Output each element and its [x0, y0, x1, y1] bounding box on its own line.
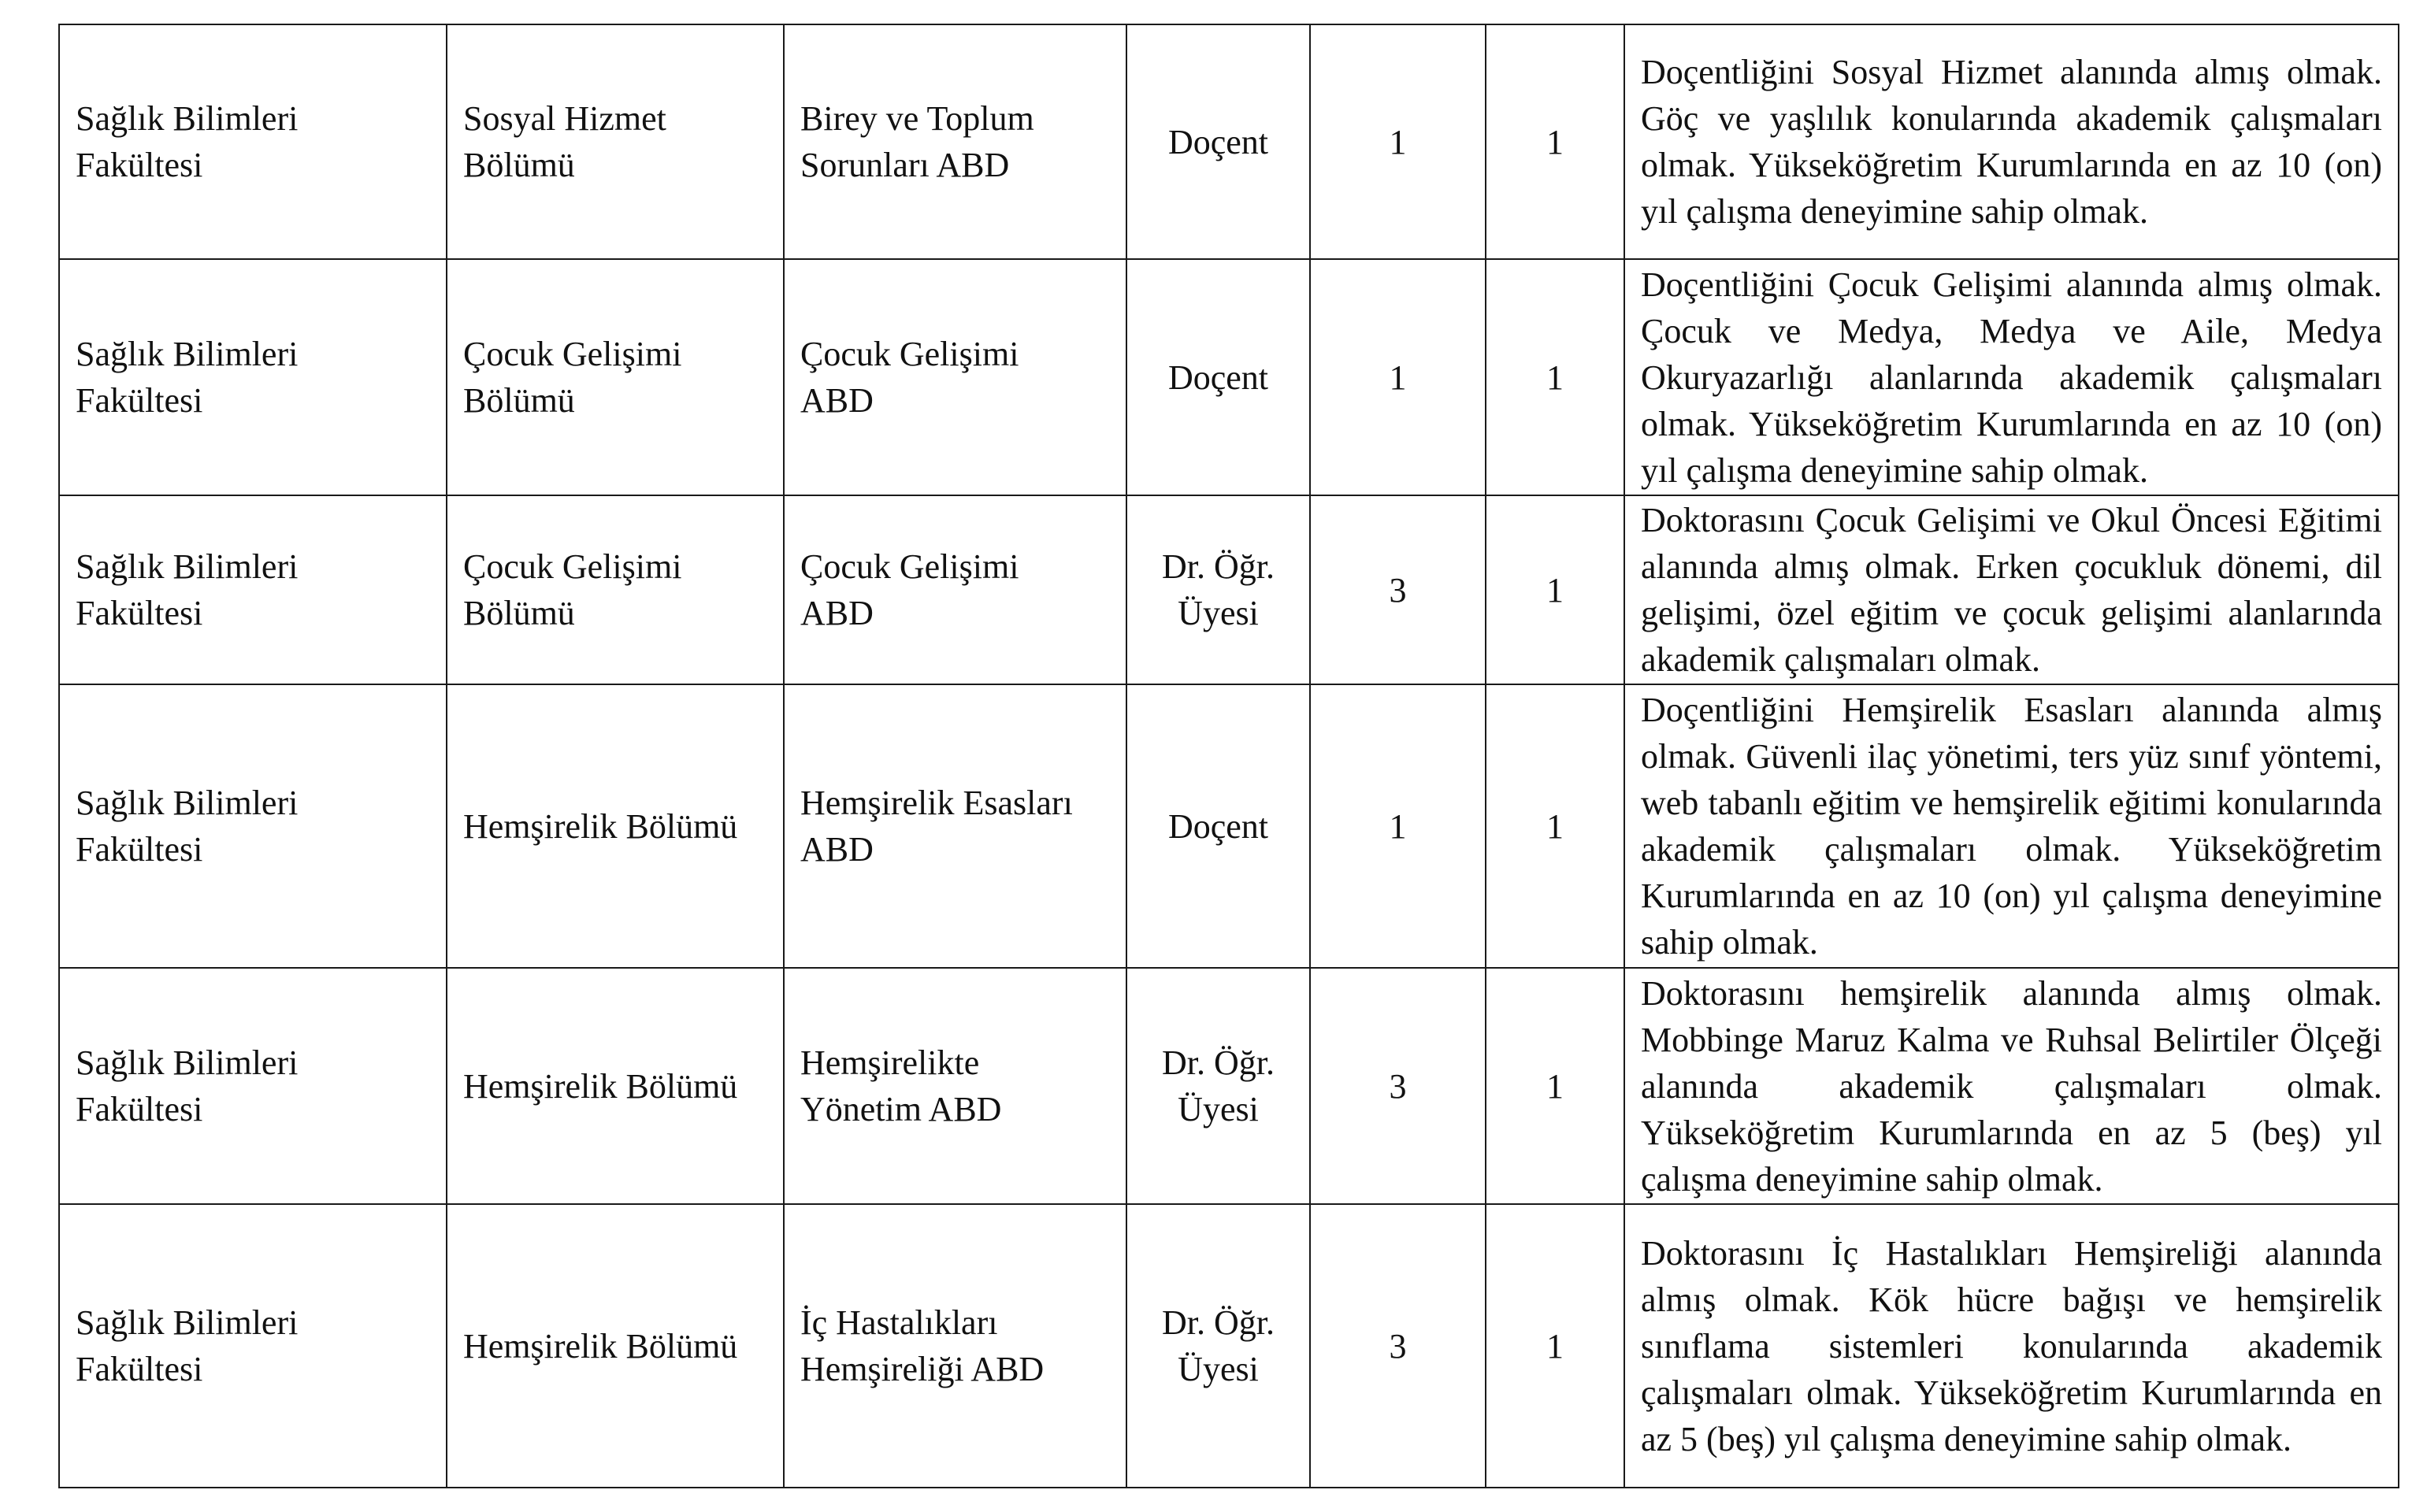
division-cell: Hemşirelik Esasları ABD — [784, 684, 1126, 968]
faculty-cell: Sağlık Bilimleri Fakültesi — [59, 684, 447, 968]
positions-cell: 3 — [1310, 495, 1486, 684]
table-row — [59, 24, 2399, 259]
department-cell: Hemşirelik Bölümü — [447, 684, 784, 968]
table-row — [59, 968, 2399, 1204]
count-cell: 1 — [1486, 24, 1624, 259]
faculty-positions-table — [58, 24, 2399, 1488]
title-cell: Dr. Öğr. Üyesi — [1126, 495, 1310, 684]
count-cell: 1 — [1486, 684, 1624, 968]
positions-cell: 1 — [1310, 24, 1486, 259]
count-cell: 1 — [1486, 259, 1624, 495]
department-cell: Sosyal Hizmet Bölümü — [447, 24, 784, 259]
title-cell: Dr. Öğr. Üyesi — [1126, 1204, 1310, 1488]
department-cell: Çocuk Gelişimi Bölümü — [447, 259, 784, 495]
title-cell: Dr. Öğr. Üyesi — [1126, 968, 1310, 1204]
division-cell: İç Hastalıkları Hemşireliği ABD — [784, 1204, 1126, 1488]
positions-cell: 3 — [1310, 1204, 1486, 1488]
title-cell: Doçent — [1126, 684, 1310, 968]
title-cell: Doçent — [1126, 24, 1310, 259]
count-cell: 1 — [1486, 1204, 1624, 1488]
faculty-cell: Sağlık Bilimleri Fakültesi — [59, 1204, 447, 1488]
positions-cell: 1 — [1310, 684, 1486, 968]
table-row — [59, 1204, 2399, 1488]
division-cell: Hemşirelikte Yönetim ABD — [784, 968, 1126, 1204]
requirements-cell: Doçentliğini Hemşirelik Esasları alanında almış olmak. Güvenli ilaç yönetimi, ters yüz sınıf yöntemi, web tabanlı eğitim ve hemşirelik eğitimi konularında akademik çalışmaları olmak. Yükseköğretim Kurumlarında en az 10 (on) yıl çalışma deneyimine sahip olmak. — [1624, 684, 2399, 968]
department-cell: Hemşirelik Bölümü — [447, 1204, 784, 1488]
requirements-cell: Doçentliğini Sosyal Hizmet alanında almış olmak. Göç ve yaşlılık konularında akademik çalışmaları olmak. Yükseköğretim Kurumlarında en az 10 (on) yıl çalışma deneyimine sahip olmak. — [1624, 24, 2399, 259]
title-cell: Doçent — [1126, 259, 1310, 495]
requirements-cell: Doktorasını Çocuk Gelişimi ve Okul Öncesi Eğitimi alanında almış olmak. Erken çocukluk dönemi, dil gelişimi, özel eğitim ve çocuk gelişimi alanlarında akademik çalışmaları olmak. — [1624, 495, 2399, 684]
requirements-cell: Doçentliğini Çocuk Gelişimi alanında almış olmak. Çocuk ve Medya, Medya ve Aile, Medya Okuryazarlığı alanlarında akademik çalışmaları olmak. Yükseköğretim Kurumlarında en az 10 (on) yıl çalışma deneyimine sahip olmak. — [1624, 259, 2399, 495]
requirements-cell: Doktorasını İç Hastalıkları Hemşireliği alanında almış olmak. Kök hücre bağışı ve hemşirelik sınıflama sistemleri konularında akademik çalışmaları olmak. Yükseköğretim Kurumlarında en az 5 (beş) yıl çalışma deneyimine sahip olmak. — [1624, 1204, 2399, 1488]
table-row — [59, 684, 2399, 968]
count-cell: 1 — [1486, 495, 1624, 684]
faculty-cell: Sağlık Bilimleri Fakültesi — [59, 495, 447, 684]
positions-cell: 1 — [1310, 259, 1486, 495]
faculty-cell: Sağlık Bilimleri Fakültesi — [59, 259, 447, 495]
department-cell: Hemşirelik Bölümü — [447, 968, 784, 1204]
division-cell: Çocuk Gelişimi ABD — [784, 259, 1126, 495]
table-row — [59, 259, 2399, 495]
faculty-cell: Sağlık Bilimleri Fakültesi — [59, 968, 447, 1204]
count-cell: 1 — [1486, 968, 1624, 1204]
division-cell: Birey ve Toplum Sorunları ABD — [784, 24, 1126, 259]
requirements-cell: Doktorasını hemşirelik alanında almış olmak. Mobbinge Maruz Kalma ve Ruhsal Belirtiler Ölçeği alanında akademik çalışmaları olmak. Yükseköğretim Kurumlarında en az 5 (beş) yıl çalışma deneyimine sahip olmak. — [1624, 968, 2399, 1204]
department-cell: Çocuk Gelişimi Bölümü — [447, 495, 784, 684]
division-cell: Çocuk Gelişimi ABD — [784, 495, 1126, 684]
table-row — [59, 495, 2399, 684]
faculty-cell: Sağlık Bilimleri Fakültesi — [59, 24, 447, 259]
positions-cell: 3 — [1310, 968, 1486, 1204]
